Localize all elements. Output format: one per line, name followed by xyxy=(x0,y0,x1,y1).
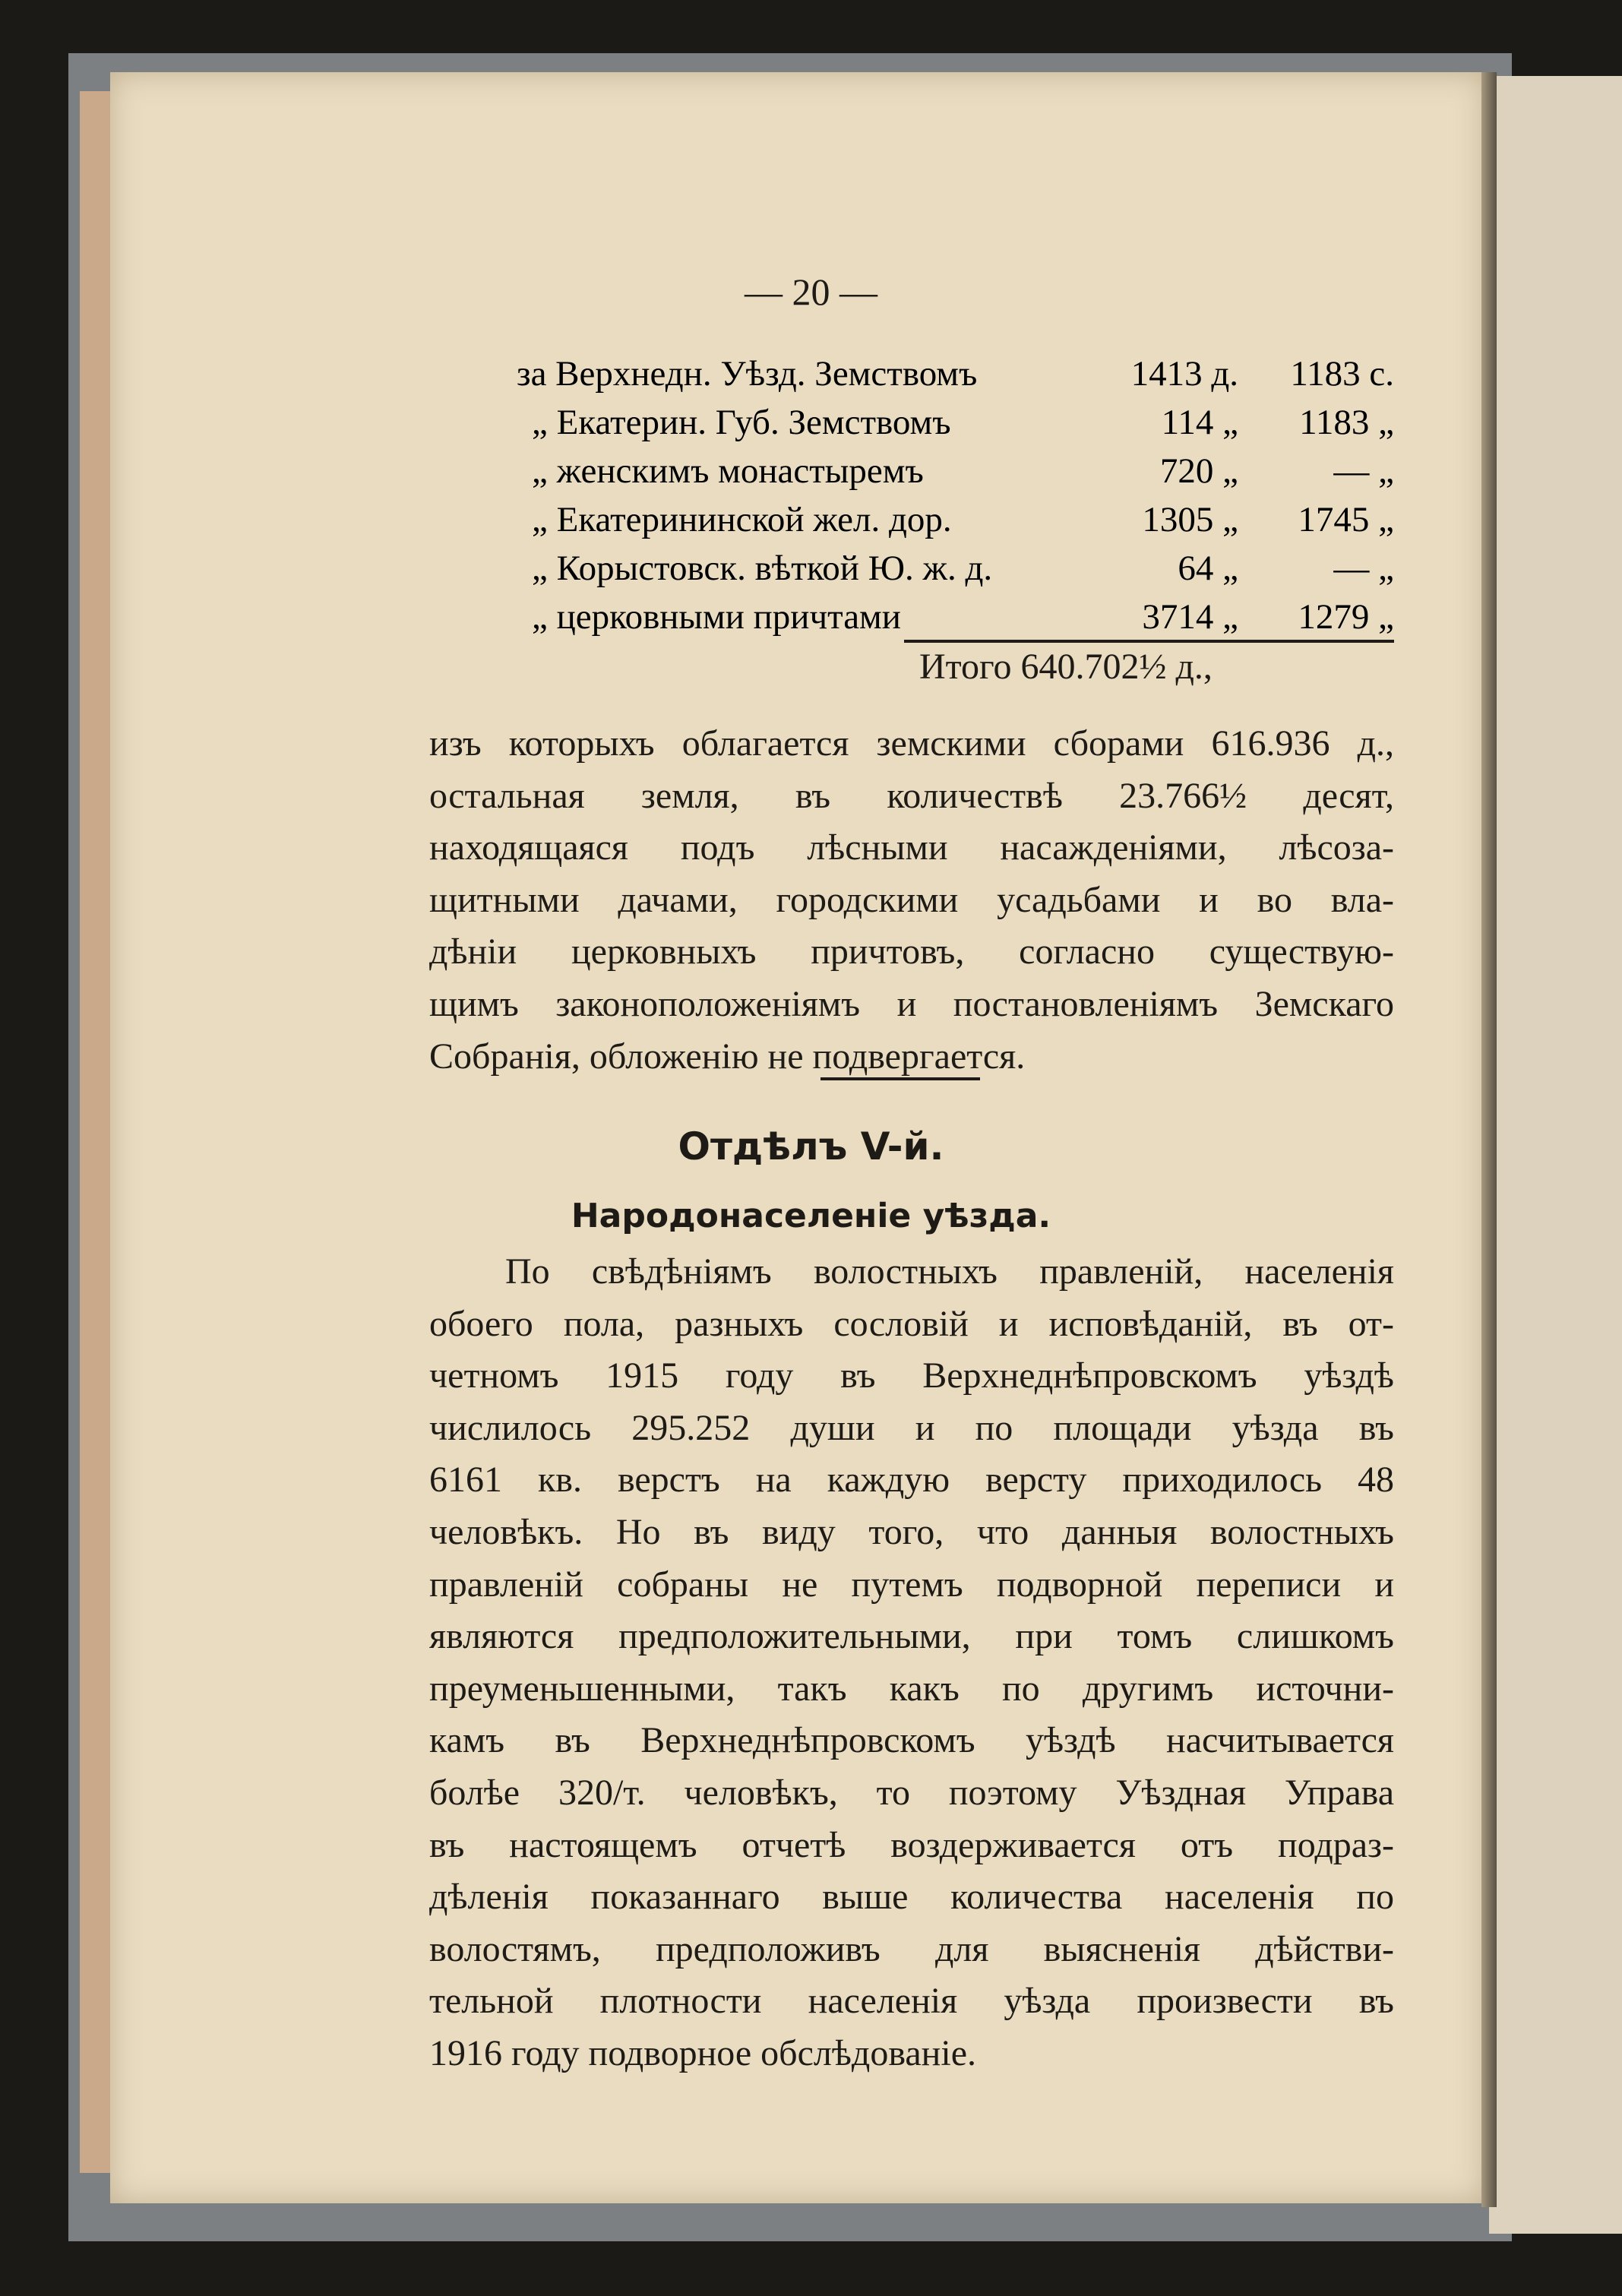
table-row-col2: 1279 „ xyxy=(1298,597,1394,637)
text-line: щитными дачами, городскими усадьбами и во вла- xyxy=(429,879,1394,920)
paragraph-land xyxy=(429,718,1394,1083)
table-row-col1: 114 „ xyxy=(1161,403,1238,442)
table-row-label: „ Корыстовск. вѣткой Ю. ж. д. xyxy=(532,549,993,588)
page-number: — 20 — xyxy=(745,270,877,313)
paragraph-population xyxy=(429,1246,1394,2080)
text-line: четномъ 1915 году въ Верхнеднѣпровскомъ уѣздѣ xyxy=(429,1355,1394,1396)
text-line: остальная земля, въ количествѣ 23.766½ десят, xyxy=(429,775,1394,816)
table-total: Итого 640.702½ д., xyxy=(919,647,1213,687)
text-line: преуменьшенными, такъ какъ по другимъ источни- xyxy=(429,1668,1394,1709)
section-title: Отдѣлъ V-й. xyxy=(678,1124,944,1169)
table-row-col1: 1413 д. xyxy=(1130,354,1238,394)
text-line: числилось 295.252 души и по площади уѣзда въ xyxy=(429,1407,1394,1448)
table-row-col1: 64 „ xyxy=(1178,549,1238,588)
total-rule xyxy=(904,640,1394,643)
table-row-col2: 1745 „ xyxy=(1298,500,1394,539)
table-row-col1: 1305 „ xyxy=(1142,500,1238,539)
table-row-label: за Верхнедн. Уѣзд. Земствомъ xyxy=(517,354,978,394)
table-row-label: „ церковными причтами xyxy=(532,597,901,637)
text-line: являются предположительными, при томъ слишкомъ xyxy=(429,1616,1394,1657)
table-row-label: „ женскимъ монастыремъ xyxy=(532,451,924,491)
table-row-col1: 3714 „ xyxy=(1142,597,1238,637)
table-row-col2: 1183 с. xyxy=(1290,354,1394,394)
table-row-col2: — „ xyxy=(1333,451,1394,491)
text-line: дѣленія показаннаго выше количества населенія по xyxy=(429,1877,1394,1918)
text-line: въ настоящемъ отчетѣ воздерживается отъ подраз- xyxy=(429,1824,1394,1865)
text-line: По свѣдѣніямъ волостныхъ правленій, населенія xyxy=(505,1251,1394,1292)
text-line: щимъ законоположеніямъ и постановленіямъ Земскаго xyxy=(429,983,1394,1024)
text-line: 1916 году подворное обслѣдованіе. xyxy=(429,2032,976,2073)
text-line: человѣкъ. Но въ виду того, что данныя волостныхъ xyxy=(429,1511,1394,1552)
section-separator xyxy=(820,1077,980,1080)
text-line: изъ которыхъ облагается земскими сборами 616.936 д., xyxy=(429,723,1394,764)
text-line: тельной плотности населенія уѣзда произвести въ xyxy=(429,1981,1394,2022)
table-row-label: „ Екатерин. Губ. Земствомъ xyxy=(532,403,951,442)
text-line: волостямъ, предположивъ для выясненія дѣйстви- xyxy=(429,1928,1394,1969)
text-line: 6161 кв. верстъ на каждую версту приходилось 48 xyxy=(429,1460,1394,1501)
table-row-label: „ Екатерининской жел. дор. xyxy=(532,500,952,539)
text-line: правленій собраны не путемъ подворной переписи и xyxy=(429,1564,1394,1605)
table-row-col2: — „ xyxy=(1333,549,1394,588)
text-line: дѣніи церковныхъ причтовъ, согласно существую- xyxy=(429,931,1394,972)
section-subtitle: Народонаселеніе уѣзда. xyxy=(571,1197,1051,1235)
table-row-col1: 720 „ xyxy=(1159,451,1238,491)
text-line: камъ въ Верхнеднѣпровскомъ уѣздѣ насчитывается xyxy=(429,1720,1394,1761)
text-line: Собранія, обложенію не подвергается. xyxy=(429,1036,1026,1077)
table-row-col2: 1183 „ xyxy=(1299,403,1394,442)
text-line: обоего пола, разныхъ сословій и исповѣданій, въ от- xyxy=(429,1303,1394,1344)
text-line: болѣе 320/т. человѣкъ, то поэтому Уѣздная Управа xyxy=(429,1772,1394,1813)
text-line: находящаяся подъ лѣсными насажденіями, лѣсоза- xyxy=(429,827,1394,868)
